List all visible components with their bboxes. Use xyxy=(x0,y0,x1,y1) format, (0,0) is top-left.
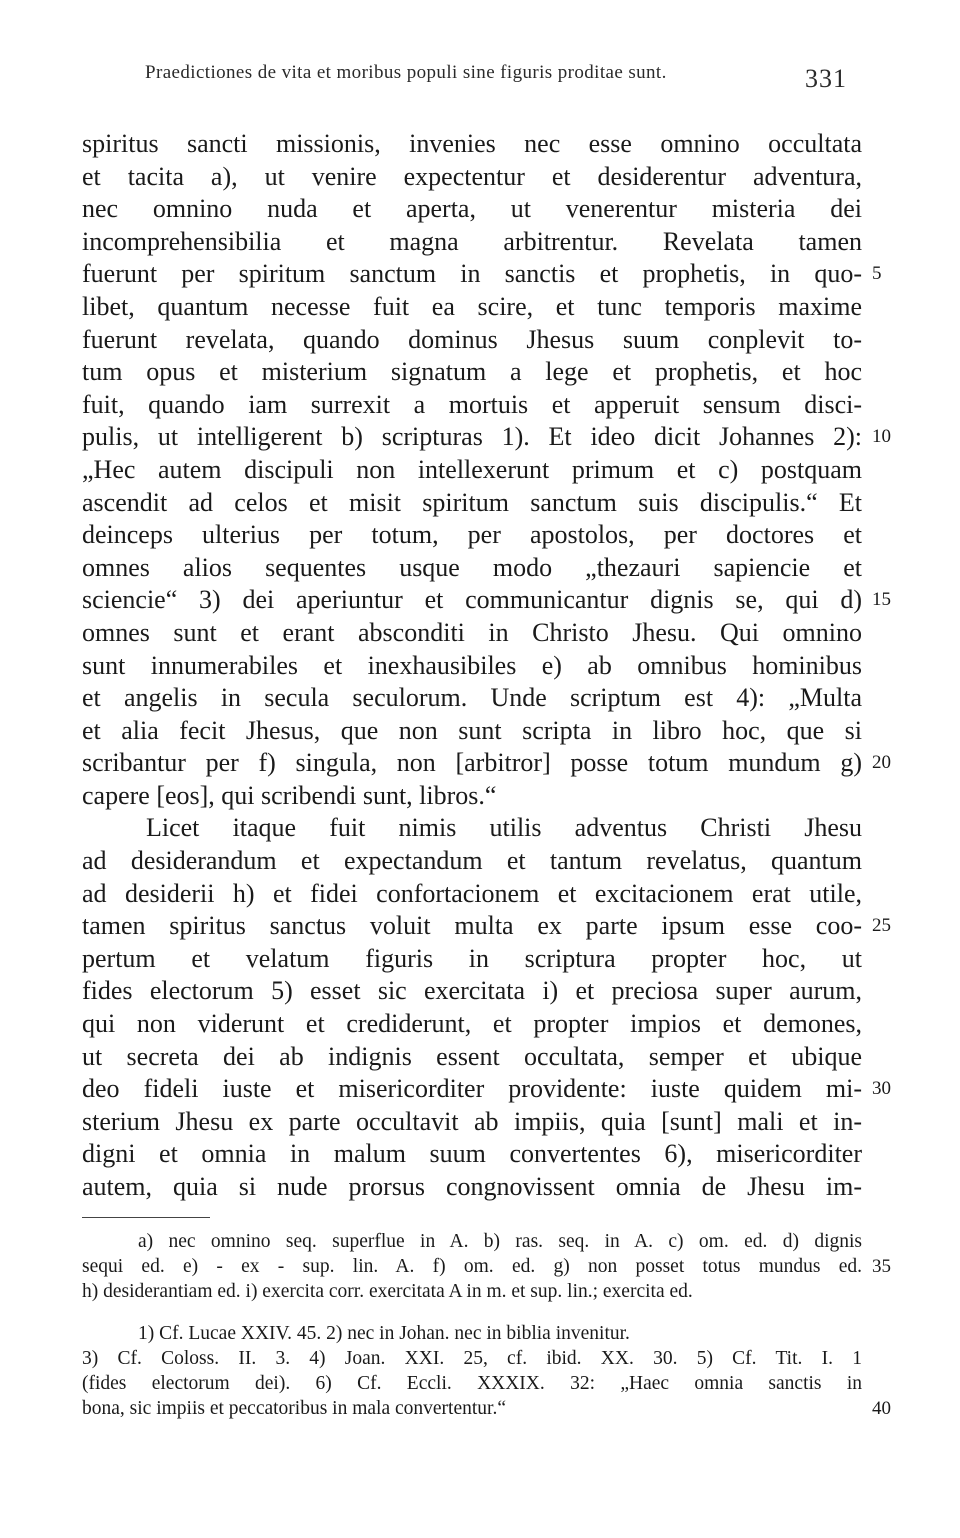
text-line xyxy=(82,878,862,911)
note-line-text: 1) Cf. Lucae XXIV. 45. 2) nec in Johan. nec in biblia invenitur. xyxy=(138,1323,630,1345)
text-line xyxy=(82,389,862,422)
text-line-text: libet, quantum necesse fuit ea scire, et tunc temporis maxime xyxy=(82,291,862,321)
text-line xyxy=(82,943,862,976)
text-line xyxy=(82,845,862,878)
text-line xyxy=(82,812,862,845)
line-number: 5 xyxy=(872,263,882,285)
text-line-text: et angelis in secula seculorum. Unde scriptum est 4): „Multa xyxy=(82,683,862,713)
page-number: 331 xyxy=(805,64,847,93)
text-line-text: sunt innumerabiles et inexhausibiles e) ab omnibus hominibus xyxy=(82,650,862,680)
text-line-text: ad desiderii h) et fidei confortacionem et excitacionem erat utile, xyxy=(82,878,862,908)
text-line xyxy=(82,454,862,487)
text-line xyxy=(82,128,862,161)
text-line xyxy=(82,519,862,552)
text-line-text: autem, quia si nude prorsus congnovissent omnia de Jhesu im- xyxy=(82,1172,862,1201)
main-text xyxy=(82,128,891,1204)
text-line xyxy=(82,487,862,520)
text-line xyxy=(82,193,862,226)
text-line xyxy=(82,780,862,813)
text-line xyxy=(82,910,891,943)
running-header xyxy=(145,62,865,96)
text-line-text: fides electorum 5) esset sic exercitata i) et preciosa super aurum, xyxy=(82,976,862,1006)
text-line-text: ascendit ad celos et misit spiritum sanctum suis discipulis.“ Et xyxy=(82,487,862,517)
text-line-text: qui non viderunt et crediderunt, et propter impios et demones, xyxy=(82,1009,862,1039)
text-line xyxy=(82,650,862,683)
text-line-text: nec omnino nuda et aperta, ut venerentur misteria dei xyxy=(82,194,862,224)
text-line-text: incomprehensibilia et magna arbitrentur. Revelata tamen xyxy=(82,226,862,256)
text-line-text: omnes sunt et erant absconditi in Christo Jhesu. Qui omnino xyxy=(82,617,862,647)
source-notes xyxy=(82,1322,891,1421)
text-line-text: pulis, ut intelligerent b) scripturas 1). Et ideo dicit Johannes 2): xyxy=(82,422,862,452)
text-line xyxy=(82,747,891,780)
critical-apparatus xyxy=(82,1230,891,1304)
text-line-text: capere [eos], qui scribendi sunt, libros.“ xyxy=(82,780,497,810)
text-line-text: fuerunt per spiritum sanctum in sanctis et prophetis, in quo- xyxy=(82,259,862,289)
text-line-text: fuit, quando iam surrexit a mortuis et apperuit sensum disci- xyxy=(82,389,862,419)
note-line-text: 3) Cf. Coloss. II. 3. 4) Joan. XXI. 25, cf. ibid. XX. 30. 5) Cf. Tit. I. 1 xyxy=(82,1348,862,1370)
text-line-text: sterium Jhesu ex parte occultavit ab impiis, quia [sunt] mali et in- xyxy=(82,1106,862,1136)
text-line-text: spiritus sancti missionis, invenies nec esse omnino occultata xyxy=(82,129,862,158)
note-line-text: (fides electorum dei). 6) Cf. Eccli. XXXIX. 32: „Haec omnia sanctis in xyxy=(82,1372,862,1394)
note-line xyxy=(82,1280,862,1305)
text-line xyxy=(82,682,862,715)
text-line xyxy=(82,1073,891,1106)
text-line xyxy=(82,226,862,259)
text-line xyxy=(82,584,891,617)
text-line-text: et alia fecit Jhesus, que non sunt scripta in libro hoc, que si xyxy=(82,715,862,745)
text-line xyxy=(82,552,862,585)
text-line xyxy=(82,975,862,1008)
note-line-text: bona, sic impiis et peccatoribus in mala convertentur.“ xyxy=(82,1397,506,1419)
line-number: 10 xyxy=(872,426,891,448)
text-line-text: digni et omnia in malum suum convertentes 6), misericorditer xyxy=(82,1139,862,1169)
text-line-text: omnes alios sequentes usque modo „thezauri sapiencie et xyxy=(82,552,862,582)
text-line-text: deo fideli iuste et misericorditer providente: iuste quidem mi- xyxy=(82,1074,862,1104)
text-line xyxy=(82,291,862,324)
text-line xyxy=(82,617,862,650)
note-line-text: a) nec omnino seq. superflue in A. b) ras. seq. in A. c) om. ed. d) dignis xyxy=(138,1231,862,1252)
running-title: Praedictiones de vita et moribus populi sine figuris proditae sunt. xyxy=(145,62,667,83)
text-line xyxy=(82,1041,862,1074)
line-number: 30 xyxy=(872,1078,891,1100)
line-number: 20 xyxy=(872,752,891,774)
text-line xyxy=(82,161,862,194)
text-line xyxy=(82,258,882,291)
note-line-text: sequi ed. e) - ex - sup. lin. A. f) om. ed. g) non posset totus mundus ed. xyxy=(82,1255,862,1277)
note-line xyxy=(82,1347,862,1372)
text-line-text: pertum et velatum figuris in scriptura propter hoc, ut xyxy=(82,943,862,973)
text-line xyxy=(82,1008,862,1041)
text-line xyxy=(82,1106,862,1139)
text-line xyxy=(82,1171,862,1204)
text-line-text: Licet itaque fuit nimis utilis adventus Christi Jhesu xyxy=(146,813,862,843)
text-line-text: deinceps ulterius per totum, per apostolos, per doctores et xyxy=(82,520,862,550)
footnotes xyxy=(82,1230,891,1422)
text-line xyxy=(82,715,862,748)
text-line-text: ut secreta dei ab indignis essent occultata, semper et ubique xyxy=(82,1041,862,1071)
note-line-text: h) desiderantiam ed. i) exercita corr. exercitata A in m. et sup. lin.; exercita ed. xyxy=(82,1280,693,1302)
text-line xyxy=(82,324,862,357)
text-line-text: et tacita a), ut venire expectentur et desiderentur adventura, xyxy=(82,161,862,191)
line-number: 15 xyxy=(872,589,891,611)
text-line-text: „Hec autem discipuli non intellexerunt primum et c) postquam xyxy=(82,454,862,484)
line-number: 40 xyxy=(872,1397,891,1419)
text-line xyxy=(82,421,891,454)
text-line xyxy=(82,356,862,389)
footnote-separator xyxy=(82,1217,210,1218)
note-line xyxy=(82,1322,862,1347)
text-line-text: fuerunt revelata, quando dominus Jhesus suum conplevit to- xyxy=(82,324,862,354)
note-line xyxy=(82,1397,891,1422)
line-number: 25 xyxy=(872,915,891,937)
text-line-text: tamen spiritus sanctus voluit multa ex parte ipsum esse coo- xyxy=(82,911,862,941)
text-line-text: ad desiderandum et expectandum et tantum revelatus, quantum xyxy=(82,846,862,876)
text-line xyxy=(82,1138,862,1171)
line-number: 35 xyxy=(872,1255,891,1277)
text-line-text: tum opus et misterium signatum a lege et prophetis, et hoc xyxy=(82,357,862,387)
text-line-text: sciencie“ 3) dei aperiuntur et communicantur dignis se, qui d) xyxy=(82,585,862,615)
text-line-text: scribantur per f) singula, non [arbitror] posse totum mundum g) xyxy=(82,748,862,778)
note-line xyxy=(82,1255,891,1280)
note-line xyxy=(82,1230,862,1255)
note-line xyxy=(82,1372,862,1397)
